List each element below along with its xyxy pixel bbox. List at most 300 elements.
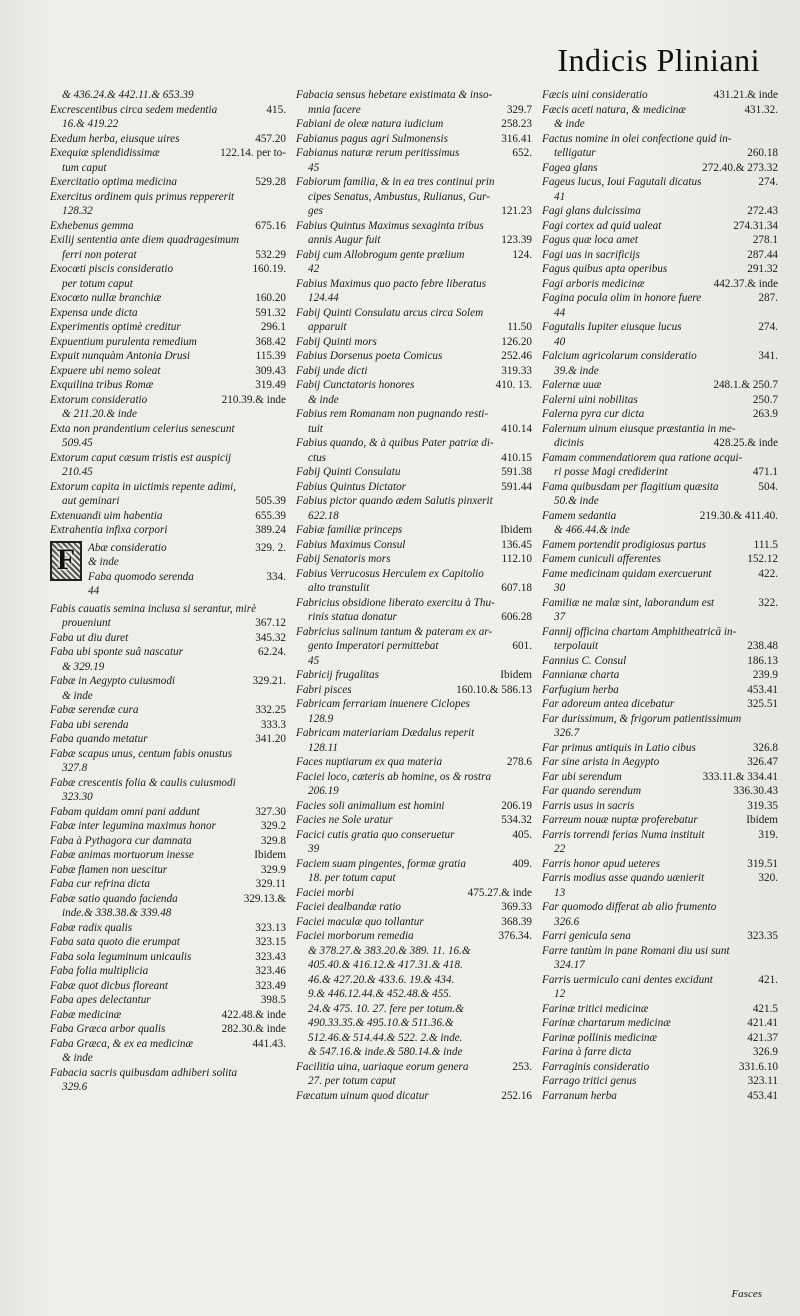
entry-reference: 219.30.& 411.40.: [699, 509, 778, 522]
entry-text: Fagus quibus apta operibus: [542, 263, 668, 275]
index-entry: [50, 950, 286, 965]
entry-reference: 409.: [512, 857, 532, 870]
index-entry: [296, 306, 532, 321]
entry-text: 39.& inde: [554, 364, 599, 377]
entry-text: 44: [554, 306, 566, 319]
entry-text: Falerna pyra cur dicta: [542, 408, 645, 420]
entry-text: Fabricam materiariam Dædalus reperit: [296, 727, 475, 739]
index-entry: [50, 1066, 286, 1081]
entry-text: Fagi glans dulcissima: [542, 205, 641, 217]
entry-text: Falernum uinum eiusque præstantia in me-: [542, 422, 736, 435]
entry-text: mnia facere: [308, 103, 361, 116]
index-entry-continuation: [296, 161, 532, 176]
index-entry-continuation: [296, 741, 532, 756]
entry-text: Fabri pisces: [296, 683, 352, 696]
index-entry: [296, 364, 532, 379]
entry-text: Exequiæ splendidissimæ: [50, 147, 160, 159]
entry-text: Fabiani de oleæ natura iudicium: [296, 118, 444, 130]
index-entry-continuation: [296, 262, 532, 277]
entry-reference: 591.38: [501, 466, 532, 478]
index-entry: [542, 538, 778, 553]
index-entry: [542, 277, 778, 292]
entry-reference: 186.13: [747, 654, 778, 667]
index-entry: [296, 813, 532, 828]
entry-text: & 329.19: [62, 660, 105, 673]
index-entry-continuation: [542, 987, 778, 1002]
index-entry: [50, 1037, 286, 1052]
entry-text: Extorum capita in uictimis repente adimi,: [50, 480, 237, 493]
entry-text: Fabricam ferrariam inuenere Ciclopes: [296, 698, 470, 710]
index-entry: [542, 973, 778, 988]
index-entry-continuation: [542, 465, 778, 480]
entry-text: Far adoreum antea dicebatur: [542, 698, 675, 710]
index-entry: [50, 776, 286, 791]
entry-text: Excrescentibus circa sedem medentia: [50, 103, 218, 116]
entry-reference: 260.18: [747, 147, 778, 159]
entry-text: ferri non poterat: [62, 248, 137, 261]
entry-reference: 421.41: [747, 1017, 778, 1029]
entry-text: 128.32: [62, 205, 93, 217]
entry-reference: 532.29: [255, 248, 286, 261]
entry-text: ctus: [308, 451, 327, 464]
entry-reference: 160.10.& 586.13: [456, 683, 532, 696]
entry-text: & inde: [62, 689, 93, 702]
entry-text: tuit: [308, 422, 323, 435]
entry-reference: 591.32: [255, 306, 286, 319]
entry-text: Exilij sententia ante diem quadragesimum: [50, 234, 239, 246]
entry-text: 210.45: [62, 466, 93, 478]
entry-reference: 442.37.& inde: [713, 277, 778, 290]
entry-text: Fabæ animas mortuorum inesse: [50, 849, 194, 861]
index-entry: [296, 683, 532, 698]
entry-reference: 272.43: [747, 205, 778, 217]
entry-text: Fabæ medicinæ: [50, 1008, 122, 1021]
entry-text: Famem cuniculi afferentes: [542, 553, 661, 565]
entry-text: Fabij Quinti mors: [296, 335, 377, 348]
entry-reference: 369.33: [501, 901, 532, 913]
entry-reference: 160.19.: [252, 263, 286, 275]
entry-text: Fabricius salinum tantum & pateram ex ar-: [296, 625, 493, 638]
entry-text: Fabæ quot dicbus floreant: [50, 979, 168, 992]
entry-text: Faba à Pythagora cur damnata: [50, 834, 192, 847]
index-entry: [296, 755, 532, 770]
entry-reference: 115.39: [255, 350, 286, 362]
index-entry-continuation: [50, 494, 286, 509]
entry-text: Fabæ satio quando facienda: [50, 892, 178, 905]
entry-text: Fagi cortex ad quid ualeat: [542, 219, 662, 232]
entry-reference: 323.35: [747, 930, 778, 942]
index-entry: [296, 1089, 532, 1104]
index-entry: [50, 103, 286, 118]
entry-text: aut geminari: [62, 495, 120, 507]
entry-reference: 124.: [512, 248, 532, 261]
index-entry: [296, 538, 532, 553]
entry-reference: 606.28: [501, 611, 532, 623]
index-entry-continuation: [296, 654, 532, 669]
index-column-middle: [296, 88, 532, 1103]
entry-reference: 336.30.43: [733, 785, 778, 797]
entry-text: Farreum nouæ nuptæ proferebatur: [542, 814, 698, 826]
index-entry: [296, 175, 532, 190]
entry-text: 16.& 419.22: [62, 118, 119, 130]
index-entry-continuation: [296, 1002, 532, 1017]
entry-text: Faba sola leguminum unicaulis: [50, 950, 192, 963]
entry-text: telligatur: [554, 147, 596, 159]
entry-text: Faba sata quoto die erumpat: [50, 936, 180, 948]
index-entry-continuation: [296, 842, 532, 857]
index-entry-continuation: [296, 291, 532, 306]
index-entry: [296, 465, 532, 480]
index-entry-continuation: [50, 204, 286, 219]
entry-reference: 239.9: [752, 669, 778, 681]
entry-text: Farinæ tritici medicinæ: [542, 1002, 649, 1015]
entry-text: 329.6: [62, 1081, 88, 1093]
entry-text: Farris torrendi ferias Numa instituit: [542, 828, 705, 841]
index-entry: [50, 848, 286, 863]
index-entry: [296, 886, 532, 901]
entry-reference: 326.47: [747, 756, 778, 768]
entry-text: alto transtulit: [308, 582, 370, 594]
index-entry-continuation: [296, 944, 532, 959]
index-entry: [50, 834, 286, 849]
entry-reference: 534.32: [501, 814, 532, 826]
entry-text: 124.44: [308, 292, 339, 304]
entry-text: Fabam quidam omni pani addunt: [50, 805, 200, 818]
index-entry: [88, 570, 286, 585]
index-entry: [88, 541, 286, 556]
index-entry: [50, 674, 286, 689]
entry-text: Farraginis consideratio: [542, 1060, 650, 1073]
entry-text: Farinæ chartarum medicinæ: [542, 1017, 671, 1029]
entry-reference: 453.41: [747, 683, 778, 696]
entry-reference: 319.49: [255, 379, 286, 391]
entry-reference: 319.51: [747, 857, 778, 870]
entry-reference: 319.: [758, 828, 778, 841]
index-entry: [50, 718, 286, 733]
index-entry: [50, 262, 286, 277]
entry-text: Facies soli animalium est homini: [296, 799, 445, 812]
entry-text: 27. per totum caput: [308, 1075, 396, 1087]
entry-text: Fabij cum Allobrogum gente prælium: [296, 248, 465, 261]
entry-text: & inde: [88, 556, 119, 568]
entry-text: Fabij Senatoris mors: [296, 553, 391, 565]
entry-reference: 368.42: [255, 335, 286, 348]
entry-reference: 296.1: [260, 321, 286, 333]
entry-text: Farris honor apud ueteres: [542, 857, 660, 870]
entry-text: 42: [308, 263, 320, 275]
entry-text: Factus nomine in olei confectione quid in-: [542, 132, 732, 145]
entry-reference: 471.1: [752, 466, 778, 478]
index-column-right: [542, 88, 778, 1103]
entry-reference: 329.8: [260, 834, 286, 847]
entry-text: Fabianus pagus agri Sulmonensis: [296, 132, 448, 145]
entry-text: 45: [308, 654, 320, 667]
entry-reference: 421.5: [752, 1002, 778, 1015]
entry-text: Fabæ crescentis folia & caulis cuiusmodi: [50, 776, 236, 789]
index-entry: [542, 741, 778, 756]
index-entry-continuation: [296, 712, 532, 727]
index-entry: [50, 892, 286, 907]
entry-text: 30: [554, 582, 566, 594]
index-entry-continuation: [542, 639, 778, 654]
index-entry-continuation: [296, 103, 532, 118]
index-entry: [50, 732, 286, 747]
entry-reference: 368.39: [501, 915, 532, 928]
entry-text: Far quando serendum: [542, 785, 642, 797]
index-entry: [542, 1016, 778, 1031]
entry-reference: 309.43: [255, 364, 286, 377]
index-entry: [50, 877, 286, 892]
entry-text: Fabricius obsidione liberato exercitu à Thu-: [296, 596, 495, 609]
entry-text: 9.& 446.12.44.& 452.48.& 455.: [308, 988, 452, 1000]
index-entry: [296, 668, 532, 683]
entry-text: Fabricij frugalitas: [296, 669, 379, 681]
index-entry-continuation: [542, 306, 778, 321]
entry-reference: 272.40.& 273.32: [702, 161, 778, 174]
entry-text: tum caput: [62, 161, 107, 174]
index-entry: [296, 900, 532, 915]
entry-text: 326.7: [554, 727, 580, 739]
entry-text: Faba quando metatur: [50, 733, 148, 745]
index-entry: [296, 726, 532, 741]
entry-reference: 238.48: [747, 640, 778, 652]
entry-text: Expuit nunquàm Antonia Drusi: [50, 350, 190, 362]
index-entry: [296, 625, 532, 640]
entry-reference: Ibidem: [254, 849, 286, 861]
entry-text: 12: [554, 988, 566, 1000]
entry-text: Fabæ in Aegypto cuiusmodi: [50, 675, 176, 687]
entry-text: Familiæ ne malæ sint, laborandum est: [542, 596, 715, 609]
entry-text: Faciei loco, cæteris ab homine, os & rostra: [296, 770, 492, 783]
entry-text: Faba Græca arbor qualis: [50, 1023, 166, 1035]
entry-reference: 258.23: [501, 118, 532, 130]
index-entry: [50, 993, 286, 1008]
entry-text: Expuere ubi nemo soleat: [50, 364, 161, 377]
entry-reference: 160.20: [255, 292, 286, 304]
entry-text: 622.18: [308, 509, 339, 522]
index-entry-continuation: [296, 871, 532, 886]
entry-reference: 274.: [758, 321, 778, 333]
index-entry-continuation: [542, 915, 778, 930]
entry-text: 490.33.35.& 495.10.& 511.36.&: [308, 1017, 454, 1029]
entry-text: Fabius Maximus Consul: [296, 538, 406, 551]
entry-text: Farrago tritici genus: [542, 1075, 637, 1087]
entry-text: Fabæ serendæ cura: [50, 704, 139, 716]
entry-text: Extenuandi uim habentia: [50, 509, 163, 522]
index-entry: [50, 602, 286, 617]
entry-text: Far ubi serendum: [542, 770, 622, 783]
entry-text: Fabis cauatis semina inclusa si serantur, mirè: [50, 602, 257, 615]
index-entry: [296, 146, 532, 161]
entry-reference: 405.: [512, 828, 532, 841]
index-entry: [296, 770, 532, 785]
entry-reference: 422.: [758, 567, 778, 580]
entry-reference: Ibidem: [746, 814, 778, 826]
index-entry: [542, 900, 778, 915]
index-entry-continuation: [542, 335, 778, 350]
entry-text: Facici cutis gratia quo conseruetur: [296, 828, 455, 841]
entry-text: & 436.24.& 442.11.& 653.39: [62, 89, 194, 101]
entry-text: cipes Senatus, Ambustus, Rulianus, Gur-: [308, 190, 490, 203]
index-entry-continuation: [542, 494, 778, 509]
entry-text: Fabij Quinti Consulatu arcus circa Solem: [296, 306, 484, 319]
index-entry: [542, 1089, 778, 1104]
entry-text: 323.30: [62, 791, 93, 803]
index-entry: [50, 393, 286, 408]
index-entry: [296, 349, 532, 364]
index-entry: [542, 378, 778, 393]
index-entry: [542, 929, 778, 944]
entry-reference: 326.8: [752, 741, 778, 754]
entry-reference: 123.39: [501, 234, 532, 246]
entry-text: Fabius Quintus Dictator: [296, 480, 407, 493]
entry-reference: 329.21.: [252, 675, 286, 687]
entry-text: Fabius Maximus quo pacto febre liberatus: [296, 277, 487, 290]
index-entry-continuation: [296, 393, 532, 408]
entry-reference: 341.: [758, 350, 778, 362]
index-entry: [50, 190, 286, 205]
index-entry: [50, 132, 286, 147]
entry-reference: 136.45: [501, 538, 532, 551]
index-entry-continuation: [296, 581, 532, 596]
entry-reference: 278.1: [752, 234, 778, 246]
entry-text: 45: [308, 161, 320, 174]
entry-reference: 210.39.& inde: [221, 393, 286, 406]
index-entry: [50, 378, 286, 393]
index-entry: [542, 697, 778, 712]
index-entry: [542, 480, 778, 495]
index-entry-continuation: [50, 616, 286, 631]
index-entry-continuation: [50, 761, 286, 776]
entry-text: Farri genicula sena: [542, 930, 631, 942]
entry-reference: 323.15: [255, 936, 286, 948]
index-entry: [542, 262, 778, 277]
entry-text: Fabianus naturæ rerum peritissimus: [296, 147, 460, 159]
entry-reference: 316.41: [501, 132, 532, 145]
entry-text: Faciei dealbandæ ratio: [296, 901, 402, 913]
entry-reference: 323.49: [255, 979, 286, 992]
entry-reference: 333.11.& 334.41: [702, 770, 778, 783]
entry-reference: 428.25.& inde: [713, 437, 778, 449]
index-entry: [50, 805, 286, 820]
index-entry: [296, 828, 532, 843]
entry-reference: 675.16: [255, 219, 286, 232]
entry-text: rinis statua donatur: [308, 611, 397, 623]
index-entry: [296, 277, 532, 292]
index-entry: [296, 132, 532, 147]
entry-text: Fagi arboris medicinæ: [542, 277, 645, 290]
index-entry-continuation: [542, 886, 778, 901]
index-entry: [542, 770, 778, 785]
entry-text: apparuit: [308, 321, 347, 333]
entry-reference: 475.27.& inde: [467, 886, 532, 899]
index-entry: [542, 291, 778, 306]
entry-reference: 652.: [512, 147, 532, 159]
index-entry: [542, 1060, 778, 1075]
entry-text: 39: [308, 843, 320, 855]
index-entry: [296, 697, 532, 712]
index-entry: [542, 88, 778, 103]
entry-reference: 441.43.: [252, 1037, 286, 1050]
entry-text: Farris modius asse quando uænierit: [542, 872, 705, 884]
entry-reference: 421.: [758, 973, 778, 986]
entry-reference: 591.44: [501, 480, 532, 493]
entry-text: Fabæ scapus unus, centum fabis onustus: [50, 747, 233, 760]
index-entry: [542, 799, 778, 814]
entry-reference: 329.9: [260, 863, 286, 876]
index-entry-continuation: [542, 726, 778, 741]
entry-reference: 248.1.& 250.7: [713, 379, 778, 391]
index-entry: [296, 523, 532, 538]
entry-text: Faba ubi sponte suâ nascatur: [50, 646, 184, 658]
entry-reference: 329.13.&: [243, 892, 286, 905]
entry-text: Fabacia sensus hebetare existimata & inso-: [296, 89, 493, 101]
entry-reference: 126.20: [501, 335, 532, 348]
entry-reference: 332.25: [255, 704, 286, 716]
index-entry: [296, 799, 532, 814]
entry-text: Fannij officina chartam Amphitheatricā in-: [542, 625, 737, 638]
index-entry-continuation: [296, 204, 532, 219]
index-entry: [296, 596, 532, 611]
index-entry-continuation: [50, 407, 286, 422]
index-column-left: [50, 88, 286, 1103]
entry-text: 37: [554, 611, 566, 623]
index-entry: [296, 915, 532, 930]
entry-text: Falcium agricolarum consideratio: [542, 350, 697, 362]
entry-text: Exquilina tribus Romæ: [50, 379, 154, 391]
entry-reference: 11.50: [507, 321, 532, 333]
entry-text: Fabiæ familiæ princeps: [296, 524, 403, 536]
index-entry: [542, 175, 778, 190]
index-entry-continuation: [542, 842, 778, 857]
index-entry: [296, 1060, 532, 1075]
index-entry-continuation: [296, 973, 532, 988]
entry-text: Fabius pictor quando ædem Salutis pinxerit: [296, 495, 493, 507]
index-entry: [50, 631, 286, 646]
index-entry-continuation: [296, 987, 532, 1002]
index-entry-continuation: [50, 689, 286, 704]
entry-reference: 333.3: [260, 718, 286, 731]
index-entry-continuation: [296, 784, 532, 799]
entry-text: Fabius Verrucosus Herculem ex Capitolio: [296, 567, 484, 580]
index-entry: [542, 625, 778, 640]
entry-reference: 329.11: [255, 878, 286, 890]
index-entry: [542, 712, 778, 727]
entry-text: Experimentis optimè creditur: [50, 321, 181, 333]
entry-text: Famem sedantia: [542, 509, 617, 522]
entry-text: Fabius rem Romanam non pugnando resti-: [296, 408, 489, 420]
entry-text: Fagea glans: [542, 161, 598, 174]
entry-reference: 282.30.& inde: [221, 1023, 286, 1035]
entry-reference: 291.32: [747, 263, 778, 275]
index-entry: [50, 1008, 286, 1023]
entry-text: Farre tantùm in pane Romani diu usi sunt: [542, 944, 730, 957]
index-entry: [542, 132, 778, 147]
entry-reference: 422.48.& inde: [221, 1008, 286, 1021]
entry-text: gento Imperatori permittebat: [308, 640, 439, 652]
entry-text: Fagina pocula olim in honore fuere: [542, 292, 702, 304]
entry-text: Falerni uini nobilitas: [542, 393, 638, 406]
index-entry-continuation: [542, 523, 778, 538]
entry-text: per totum caput: [62, 277, 133, 290]
index-entry: [296, 567, 532, 582]
entry-reference: 274.31.34: [733, 219, 778, 232]
index-entry: [50, 523, 286, 538]
entry-text: Farfugium herba: [542, 683, 619, 696]
index-entry: [542, 248, 778, 263]
index-entry: [50, 146, 286, 161]
entry-reference: 376.34.: [498, 930, 532, 942]
